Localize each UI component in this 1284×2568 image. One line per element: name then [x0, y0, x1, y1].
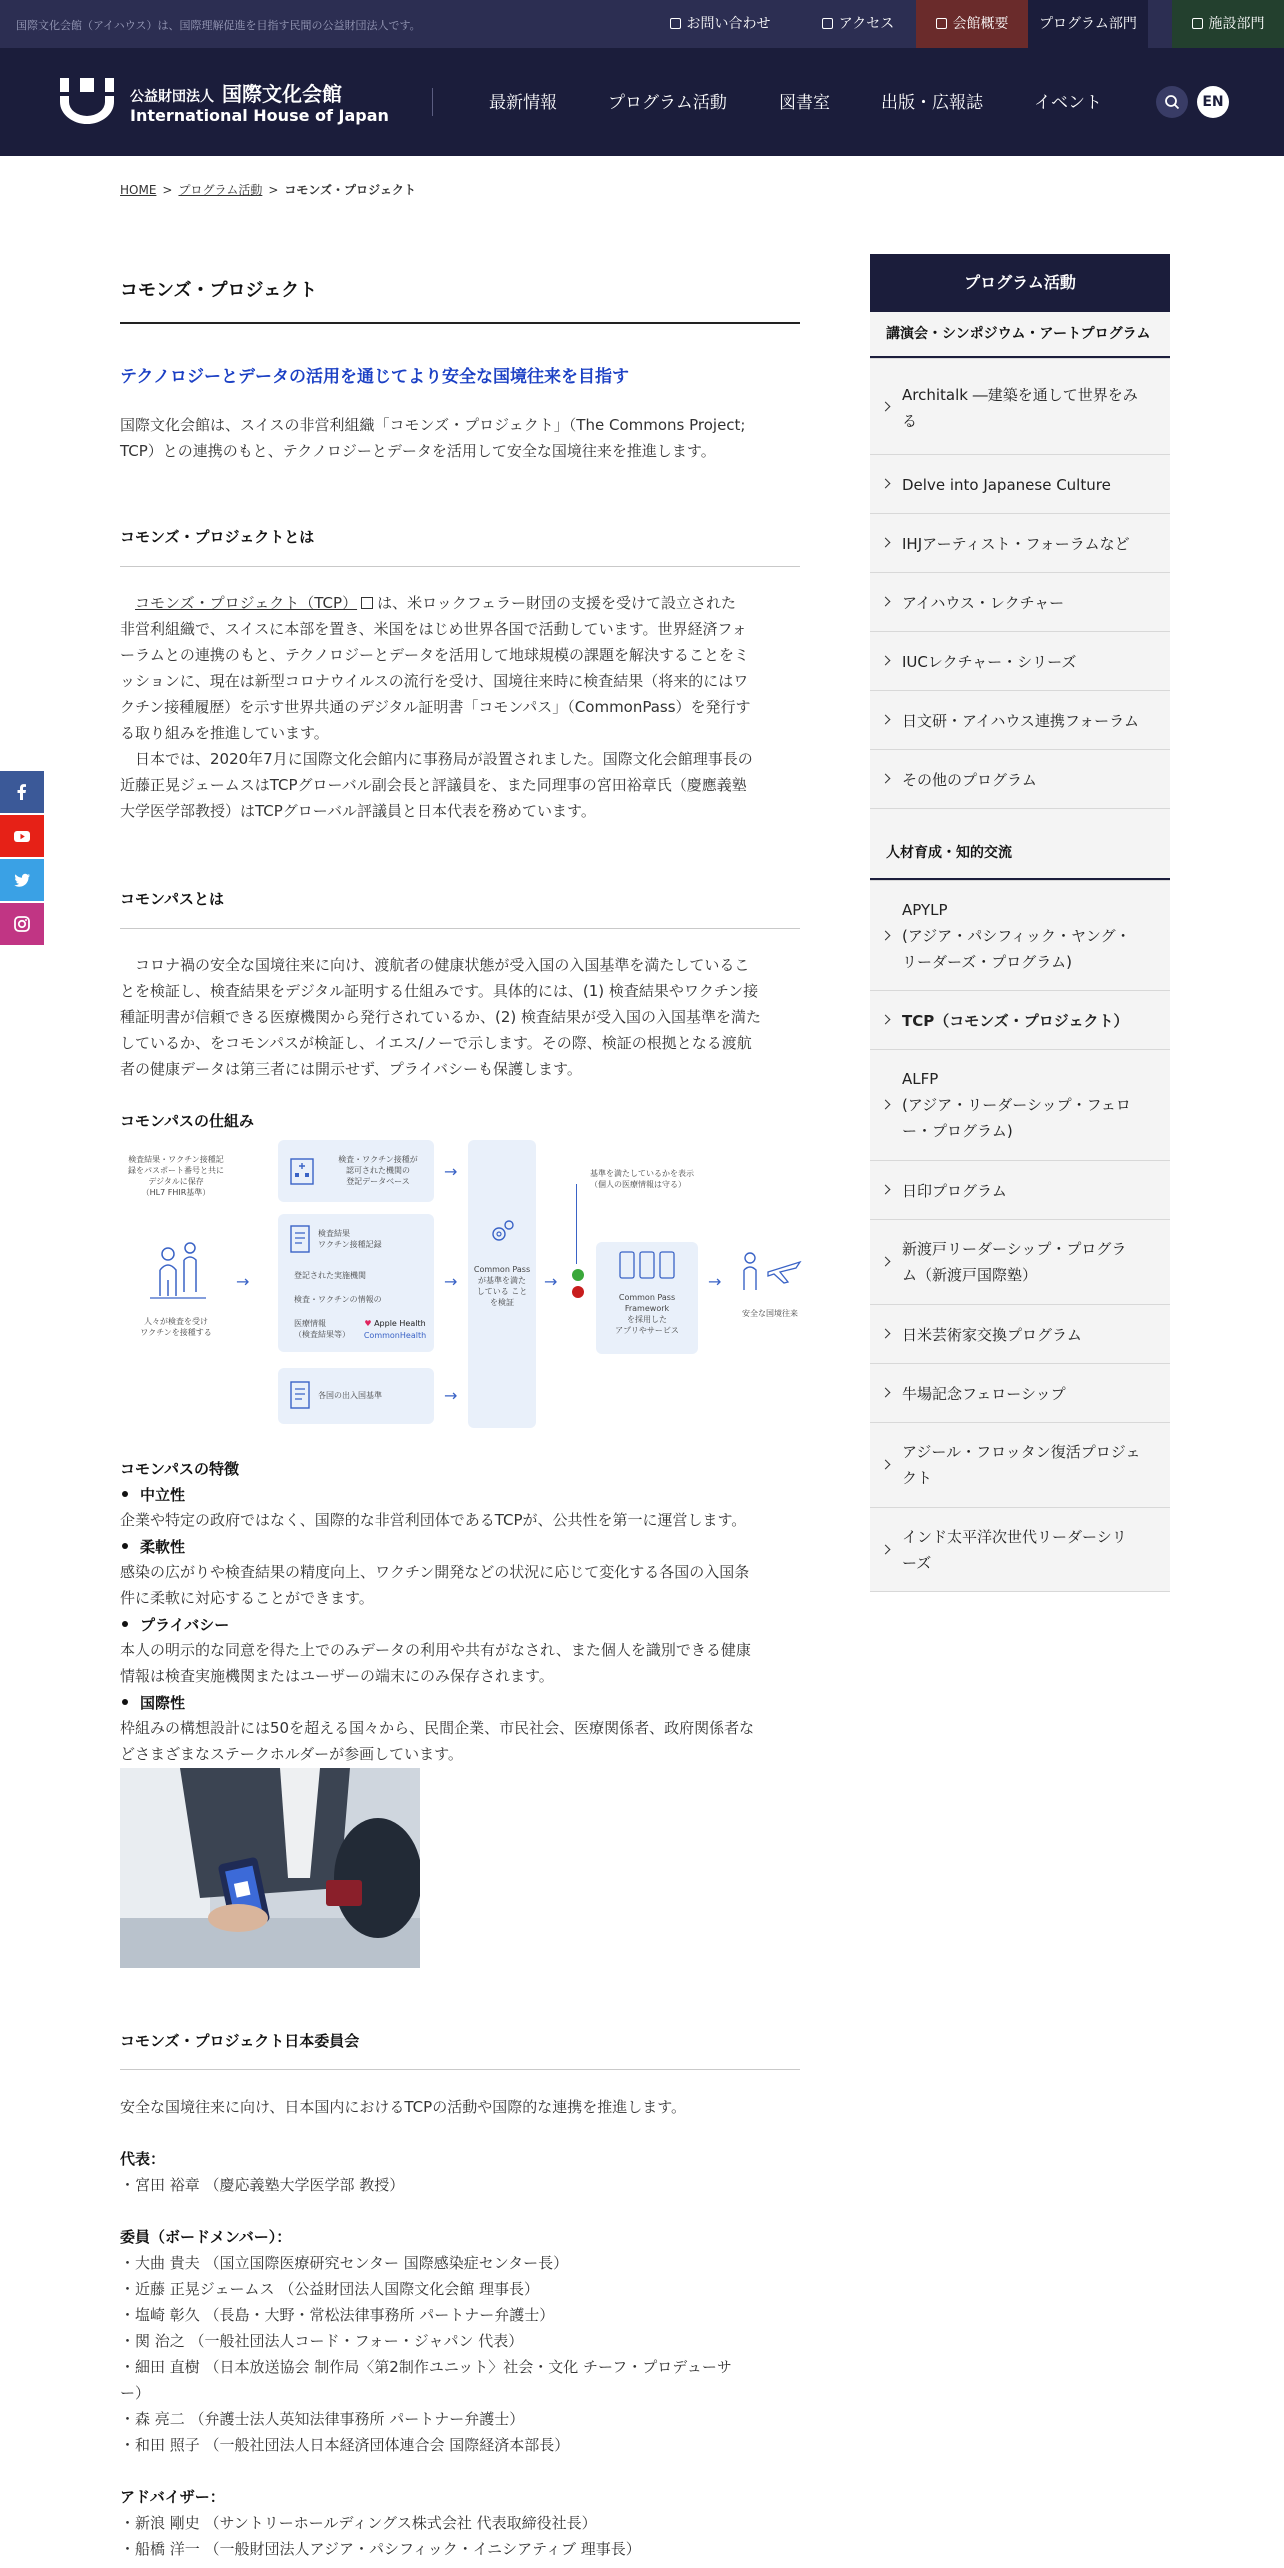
feature-body: 本人の明示的な同意を得た上でのみデータの利用や共有がなされ、また個人を識別できる健康 情報は検査実施機関またはユーザーの端末にのみ保存されます。: [120, 1641, 751, 1685]
intro-paragraph: 国際文化会館は、スイスの非営利組織「コモンズ・プロジェクト」（The Commons Project; TCP）との連携のもと、テクノロジーとデータを活用して安全な国境往来を推進します。: [120, 416, 746, 460]
arrow-right-icon: →: [444, 1162, 458, 1181]
twitter-share-button[interactable]: [0, 859, 44, 901]
smartphone-icon: [618, 1250, 676, 1280]
heart-icon: ♥: [364, 1319, 372, 1328]
section-divider: [120, 2069, 800, 2070]
diagram-immigration-box: 各国の出入国基準: [278, 1368, 434, 1424]
instagram-share-button[interactable]: [0, 903, 44, 945]
sidebar-item-other-programs[interactable]: その他のプログラム: [870, 749, 1170, 808]
chevron-right-icon: [881, 656, 891, 666]
site-tagline: 国際文化会館（アイハウス）は、国際理解促進を目指す民間の公益財団法人です。: [16, 19, 421, 32]
diagram-step1-text: 検査結果・ワクチン接種記 録をパスポート番号と共に デジタルに保存 （HL7 FHIR基準）: [128, 1155, 224, 1197]
header-divider: [432, 88, 433, 116]
committee-intro: 安全な国境往来に向け、日本国内におけるTCPの活動や国際的な連携を推進します。: [120, 2098, 687, 2116]
feature-title: 国際性: [120, 1692, 185, 1713]
chevron-right-icon: [881, 1015, 891, 1025]
hospital-icon: [288, 1156, 316, 1186]
twitter-icon: [12, 870, 32, 890]
sidebar-item-artist-exchange[interactable]: 日米芸術家交換プログラム: [870, 1304, 1170, 1363]
page-title: コモンズ・プロジェクト: [120, 280, 318, 301]
bullet-icon: [122, 1621, 128, 1627]
diagram-records-box: 検査結果 ワクチン接種記録 登記された実施機関 検査・ワクチンの情報の 医療情報 （検査結果等） ♥ Apple Health CommonHealth: [278, 1214, 434, 1352]
section-divider: [120, 928, 800, 929]
sidebar-item-ihouse-lecture[interactable]: アイハウス・レクチャー: [870, 572, 1170, 631]
feature-body: 枠組みの構想設計には50を超える国々から、民間企業、市民社会、医療関係者、政府関係者な どさまざまなステークホルダーが参画しています。: [120, 1719, 755, 1763]
utility-bar: [0, 0, 1284, 48]
chevron-right-icon: [881, 479, 891, 489]
breadcrumb-programs-link[interactable]: プログラム活動: [178, 183, 263, 197]
breadcrumb-home-link[interactable]: HOME: [120, 183, 157, 197]
diagram-person-text: 人々が検査を受け ワクチンを接種する: [140, 1317, 212, 1337]
sidebar-title: プログラム活動: [870, 254, 1170, 312]
document-icon: [288, 1380, 312, 1410]
connector-line: [576, 1184, 577, 1264]
commonpass-diagram: 検査結果・ワクチン接種記 録をパスポート番号と共に デジタルに保存 （HL7 FHIR基準） 人々が検査を受け ワクチンを接種する → 検査・ワクチン接種が 認可された機関の 登記データベース → 検査結果 ワクチン接種記録 登記された実施機関 検査・ワクチンの情報の 医療情報 （検査結果等） ♥ Apple Health CommonHealth → 各国の出入国基準 → Common Pass が基準を満た している こと を検証 → 基準を満たしているかを表示 （個人の医療情報は守る） Common Pass Framework を採用した アプリやサービス → 安全な国境往来: [120, 1136, 812, 1432]
chevron-right-icon: [881, 1544, 891, 1554]
building-icon: [936, 18, 947, 29]
chevron-right-icon: [881, 1329, 891, 1339]
feature-body: 企業や特定の政府ではなく、国際的な非営利団体であるTCPが、公共性を第一に運営します。: [120, 1511, 747, 1529]
feature-body: 感染の広がりや検査結果の精度向上、ワクチン開発などの状況に応じて変化する各国の入国条 件に柔軟に対応することができます。: [120, 1563, 750, 1607]
chevron-right-icon: [881, 1388, 891, 1398]
facility-dept-link[interactable]: 施設部門: [1172, 0, 1284, 48]
chevron-right-icon: [881, 930, 891, 940]
diagram-commonpass-box: Common Pass が基準を満た している こと を検証: [468, 1140, 536, 1428]
traveler-airplane-icon: [738, 1248, 804, 1294]
ihj-logo-icon[interactable]: [58, 76, 116, 126]
gear-icon: [486, 1216, 518, 1248]
chevron-right-icon: [881, 1100, 891, 1110]
chevron-right-icon: [881, 1185, 891, 1195]
document-icon: [288, 1224, 312, 1254]
nav-library[interactable]: 図書室: [779, 93, 830, 113]
nav-events[interactable]: イベント: [1034, 93, 1102, 113]
arrow-right-icon: →: [444, 1272, 458, 1291]
breadcrumb-current: コモンズ・プロジェクト: [284, 183, 416, 197]
section-heading-mechanism: コモンパスの仕組み: [120, 1112, 254, 1130]
nav-programs[interactable]: プログラム活動: [608, 93, 727, 113]
youtube-icon: [12, 826, 32, 846]
sidebar-item-japan-india[interactable]: 日印プログラム: [870, 1160, 1170, 1219]
arrow-right-icon: →: [544, 1272, 558, 1291]
chevron-right-icon: [881, 1460, 891, 1470]
nav-publications[interactable]: 出版・広報誌: [881, 93, 983, 113]
sidebar-item-iuc-lecture[interactable]: IUCレクチャー・シリーズ: [870, 631, 1170, 690]
arrow-right-icon: →: [236, 1272, 250, 1291]
chevron-right-icon: [881, 715, 891, 725]
sidebar-item-indo-pacific[interactable]: インド太平洋次世代リーダーシリ ーズ: [870, 1507, 1170, 1592]
external-link-icon: [361, 597, 373, 609]
diagram-criteria-text: 基準を満たしているかを表示 （個人の医療情報は守る）: [590, 1169, 694, 1189]
map-icon: [822, 18, 833, 29]
sidebar-item-nitobe[interactable]: 新渡戸リーダーシップ・プログラ ム（新渡戸国際塾）: [870, 1219, 1170, 1304]
section-divider: [120, 566, 800, 567]
about-link[interactable]: 会館概要: [916, 0, 1028, 48]
section-heading-committee: コモンズ・プロジェクト日本委員会: [120, 2032, 360, 2050]
sidebar-item-nichibunken-forum[interactable]: 日文研・アイハウス連携フォーラム: [870, 690, 1170, 749]
features-heading: コモンパスの特徴: [120, 1460, 239, 1478]
section-heading-commonpass: コモンパスとは: [120, 890, 224, 908]
instagram-icon: [12, 914, 32, 934]
feature-title: 柔軟性: [120, 1536, 185, 1557]
sidebar-item-asile-flottant[interactable]: アジール・フロッタン復活プロジェ クト: [870, 1422, 1170, 1507]
title-divider: [120, 322, 800, 324]
arrow-right-icon: →: [444, 1386, 458, 1405]
people-testing-icon: [150, 1236, 206, 1312]
lead-heading: テクノロジーとデータの活用を通じてより安全な国境往来を目指す: [120, 367, 629, 387]
chevron-right-icon: [881, 1257, 891, 1267]
sidebar-item-delve[interactable]: Delve into Japanese Culture: [870, 454, 1170, 513]
bullet-icon: [122, 1543, 128, 1549]
diagram-registry-box: 検査・ワクチン接種が 認可された機関の 登記データベース: [278, 1140, 434, 1202]
sidebar-category-lectures: 講演会・シンポジウム・アートプログラム: [870, 312, 1170, 358]
contact-link[interactable]: お問い合わせ: [660, 0, 780, 48]
yes-indicator-icon: [572, 1269, 584, 1281]
phone-scan-photo-icon: [120, 1768, 420, 1968]
breadcrumb: HOME > プログラム活動 > コモンズ・プロジェクト: [120, 183, 416, 197]
committee-advisors-list: アドバイザー： ・新浪 剛史 （サントリーホールディングス株式会社 代表取締役社長） ・船橋 洋一 （一般財団法人アジア・パシフィック・イニシアティブ 理事長）: [120, 2488, 641, 2558]
sidebar-item-alfp[interactable]: ALFP (アジア・リーダーシップ・フェロ ー・プログラム): [870, 1049, 1170, 1160]
door-icon: [1192, 18, 1203, 29]
chevron-right-icon: [881, 538, 891, 548]
sidebar-item-apylp[interactable]: APYLP (アジア・パシフィック・ヤング・ リーダーズ・プログラム): [870, 880, 1170, 990]
bullet-icon: [122, 1491, 128, 1497]
committee-representative-list: 代表： ・宮田 裕章 （慶応義塾大学医学部 教授）: [120, 2150, 405, 2194]
committee-members-list: 委員（ボードメンバー）： ・大曲 貴夫 （国立国際医療研究センター 国際感染症センター長） ・近藤 正晃ジェームス （公益財団法人国際文化会館 理事長） ・塩崎 彰久 （長島・大野・常松法律事務所 パートナー弁護士） ・関 治之 （一般社団法人コード・フォー・ジャパン 代表） ・細田 直樹 （日本放送協会 制作局〈第2制作ユニット〉社会・文化 チーフ・プロデューサ ー） ・森 亮二 （弁護士法人英知法律事務所 パートナー弁護士） ・和田 照子 （一般社団法人日本経済団体連合会 国際経済本部長）: [120, 2228, 732, 2454]
logo-text-jp[interactable]: 公益財団法人 国際文化会館: [130, 82, 342, 106]
feature-title: 中立性: [120, 1484, 185, 1505]
tcp-external-link[interactable]: コモンズ・プロジェクト（TCP）: [135, 594, 358, 612]
commonpass-photo: [120, 1768, 420, 1968]
bullet-icon: [122, 1699, 128, 1705]
mail-icon: [670, 18, 681, 29]
language-toggle-button[interactable]: EN: [1197, 86, 1229, 118]
sidebar-item-architalk[interactable]: Architalk ―建築を通して世界をみ る: [870, 358, 1170, 454]
youtube-share-button[interactable]: [0, 815, 44, 857]
no-indicator-icon: [572, 1286, 584, 1298]
sidebar-item-artist-forum[interactable]: IHJアーティスト・フォーラムなど: [870, 513, 1170, 572]
nav-news[interactable]: 最新情報: [489, 93, 557, 113]
about-paragraph: コモンズ・プロジェクト（TCP） は、米ロックフェラー財団の支援を受けて設立された 非営利組織で、スイスに本部を置き、米国をはじめ世界各国で活動しています。世界経済フォ ーラムとの連携のもと、テクノロジーとデータを活用して地球規模の課題を解決することをミ ッションに、現在は新型コロナウイルスの流行を受け、国境往来時に検査結果（将来的にはワ クチン接種履歴）を示す世界共通のデジタル証明書「コモンパス」（CommonPass）を発行す る取り組みを推進しています。 日本では、2020年7月に国際文化会館内に事務局が設置されました。国際文化会館理事長の 近藤正晃ジェームスはTCPグローバル副会長と評議員を、また同理事の宮田裕章氏（慶應義塾 大学医学部教授）はTCPグローバル評議員と日本代表を務めています。: [120, 594, 753, 820]
feature-title: プライバシー: [120, 1614, 229, 1635]
diagram-app-box: Common Pass Framework を採用した アプリやサービス: [596, 1242, 698, 1354]
access-link[interactable]: アクセス: [808, 0, 908, 48]
chevron-right-icon: [881, 597, 891, 607]
commonpass-paragraph: コロナ禍の安全な国境往来に向け、渡航者の健康状態が受入国の入国基準を満たしているこ とを検証し、検査結果をデジタル証明する仕組みです。具体的には、(1) 検査結果やワクチン接 種証明書が信頼できる医療機関から発行されているか、(2) 検査結果が受入国の入国基準を満た しているか、をコモンパスが検証し、イエス/ノーで示します。その際、検証の根拠となる渡航 者の健康データは第三者には開示せず、プライバシーも保護します。: [120, 956, 762, 1078]
arrow-right-icon: →: [708, 1272, 722, 1291]
chevron-right-icon: [881, 774, 891, 784]
site-header: [0, 48, 1284, 156]
chevron-right-icon: [881, 401, 891, 411]
sidebar-item-tcp[interactable]: TCP（コモンズ・プロジェクト）: [870, 990, 1170, 1049]
facebook-share-button[interactable]: [0, 771, 44, 813]
logo-text-en[interactable]: International House of Japan: [130, 106, 389, 125]
program-dept-link[interactable]: プログラム部門: [1028, 0, 1148, 48]
section-heading-about: コモンズ・プロジェクトとは: [120, 528, 315, 546]
search-button[interactable]: [1156, 86, 1188, 118]
facebook-icon: [12, 782, 32, 802]
sidebar-category-leadership: 人材育成・知的交流: [870, 808, 1170, 880]
sidebar-item-ushiba-fellowship[interactable]: 牛場記念フェローシップ: [870, 1363, 1170, 1422]
search-icon: [1164, 94, 1180, 110]
